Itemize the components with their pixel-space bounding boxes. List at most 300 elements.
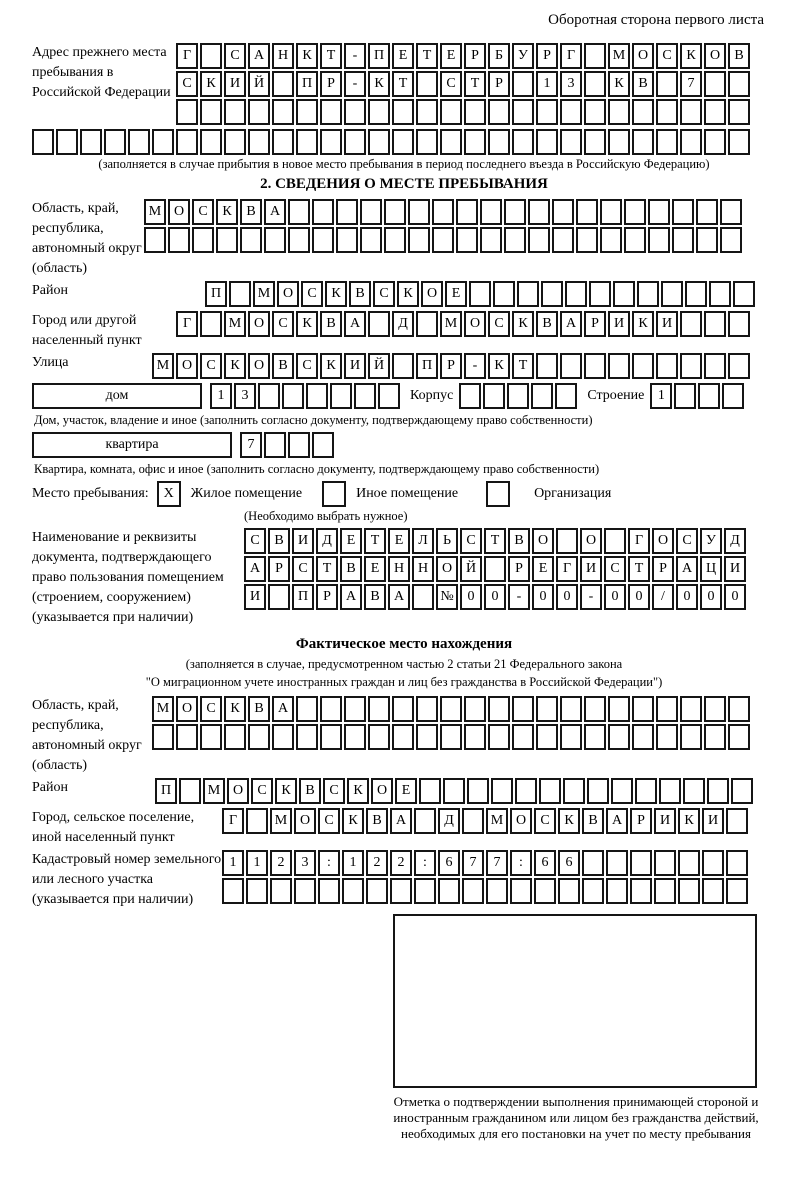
char-box[interactable] [512,99,534,125]
char-box[interactable]: О [248,311,270,337]
char-box[interactable] [704,71,726,97]
char-box[interactable] [589,281,611,307]
char-box[interactable]: К [368,71,390,97]
char-box[interactable] [584,353,606,379]
char-box[interactable] [728,724,750,750]
char-box[interactable] [272,71,294,97]
char-box[interactable]: О [227,778,249,804]
char-box[interactable]: Д [316,528,338,554]
char-box[interactable] [680,129,702,155]
char-box[interactable] [480,227,502,253]
char-box[interactable]: А [264,199,286,225]
char-box[interactable]: К [296,311,318,337]
char-box[interactable]: - [464,353,486,379]
char-box[interactable] [288,227,310,253]
char-box[interactable] [200,311,222,337]
char-box[interactable]: С [440,71,462,97]
char-box[interactable] [408,227,430,253]
char-box[interactable] [168,227,190,253]
char-box[interactable]: М [270,808,292,834]
char-box[interactable]: М [224,311,246,337]
char-box[interactable] [229,281,251,307]
char-box[interactable]: К [342,808,364,834]
char-box[interactable] [510,878,532,904]
char-box[interactable] [432,227,454,253]
char-box[interactable]: С [460,528,482,554]
char-box[interactable]: В [349,281,371,307]
char-box[interactable]: 0 [628,584,650,610]
char-box[interactable]: Г [176,311,198,337]
char-box[interactable]: 3 [294,850,316,876]
char-box[interactable]: А [340,584,362,610]
char-box[interactable] [654,850,676,876]
char-box[interactable]: А [390,808,412,834]
char-box[interactable]: О [704,43,726,69]
char-box[interactable] [672,199,694,225]
char-box[interactable] [318,878,340,904]
char-box[interactable] [176,129,198,155]
char-box[interactable] [246,808,268,834]
char-box[interactable]: С [200,353,222,379]
checkbox-other-premises[interactable] [322,481,346,507]
char-box[interactable] [698,383,720,409]
char-box[interactable] [440,99,462,125]
char-box[interactable]: Р [464,43,486,69]
char-box[interactable] [224,724,246,750]
char-box[interactable]: Б [488,43,510,69]
char-box[interactable]: К [320,353,342,379]
char-box[interactable] [541,281,563,307]
char-box[interactable]: 7 [680,71,702,97]
char-box[interactable]: С [373,281,395,307]
char-box[interactable]: Д [438,808,460,834]
char-box[interactable] [200,129,222,155]
char-box[interactable] [248,129,270,155]
char-box[interactable]: Г [560,43,582,69]
char-box[interactable] [584,99,606,125]
char-box[interactable]: О [168,199,190,225]
char-box[interactable]: О [371,778,393,804]
char-box[interactable] [464,724,486,750]
char-box[interactable]: А [344,311,366,337]
char-box[interactable] [552,227,574,253]
char-box[interactable] [469,281,491,307]
char-box[interactable] [654,878,676,904]
char-box[interactable]: С [296,353,318,379]
char-box[interactable] [462,878,484,904]
char-box[interactable] [630,878,652,904]
char-box[interactable] [224,129,246,155]
char-box[interactable]: Р [440,353,462,379]
char-box[interactable] [330,383,352,409]
char-box[interactable] [128,129,150,155]
char-box[interactable]: 0 [460,584,482,610]
char-box[interactable]: Р [320,71,342,97]
char-box[interactable]: 1 [536,71,558,97]
char-box[interactable]: Т [484,528,506,554]
char-box[interactable] [320,724,342,750]
char-box[interactable] [344,99,366,125]
char-box[interactable] [632,129,654,155]
char-box[interactable] [576,199,598,225]
char-box[interactable] [224,99,246,125]
char-box[interactable]: А [388,584,410,610]
char-box[interactable] [556,528,578,554]
char-box[interactable] [555,383,577,409]
char-box[interactable]: 2 [366,850,388,876]
char-box[interactable] [560,99,582,125]
char-box[interactable] [728,353,750,379]
char-box[interactable]: Т [416,43,438,69]
char-box[interactable] [200,724,222,750]
char-box[interactable]: С [176,71,198,97]
char-box[interactable] [320,129,342,155]
char-box[interactable] [416,99,438,125]
char-box[interactable] [584,71,606,97]
char-box[interactable]: К [608,71,630,97]
char-box[interactable]: В [536,311,558,337]
char-box[interactable]: М [144,199,166,225]
char-box[interactable] [80,129,102,155]
char-box[interactable]: В [632,71,654,97]
char-box[interactable]: В [272,353,294,379]
char-box[interactable]: К [397,281,419,307]
char-box[interactable] [704,129,726,155]
char-box[interactable] [683,778,705,804]
char-box[interactable] [416,311,438,337]
char-box[interactable]: О [277,281,299,307]
char-box[interactable] [707,778,729,804]
char-box[interactable]: Т [392,71,414,97]
char-box[interactable] [680,696,702,722]
char-box[interactable] [512,724,534,750]
char-box[interactable] [344,696,366,722]
char-box[interactable] [728,99,750,125]
char-box[interactable]: О [652,528,674,554]
char-box[interactable] [491,778,513,804]
char-box[interactable] [104,129,126,155]
char-box[interactable] [600,227,622,253]
char-box[interactable]: 1 [342,850,364,876]
char-box[interactable] [563,778,585,804]
char-box[interactable] [696,199,718,225]
char-box[interactable] [515,778,537,804]
char-box[interactable]: К [200,71,222,97]
char-box[interactable] [467,778,489,804]
char-box[interactable] [539,778,561,804]
char-box[interactable] [440,129,462,155]
char-box[interactable] [312,199,334,225]
char-box[interactable] [488,99,510,125]
char-box[interactable] [336,227,358,253]
char-box[interactable] [680,724,702,750]
char-box[interactable]: А [272,696,294,722]
char-box[interactable] [624,199,646,225]
char-box[interactable] [680,353,702,379]
char-box[interactable]: В [248,696,270,722]
char-box[interactable] [552,199,574,225]
char-box[interactable] [248,99,270,125]
char-box[interactable]: : [510,850,532,876]
char-box[interactable] [648,227,670,253]
char-box[interactable] [584,43,606,69]
char-box[interactable] [216,227,238,253]
checkbox-organization[interactable] [486,481,510,507]
char-box[interactable] [152,129,174,155]
char-box[interactable]: К [275,778,297,804]
char-box[interactable] [637,281,659,307]
char-box[interactable] [464,99,486,125]
char-box[interactable]: С [224,43,246,69]
char-box[interactable]: Г [556,556,578,582]
char-box[interactable]: Е [392,43,414,69]
char-box[interactable]: В [508,528,530,554]
char-box[interactable]: П [296,71,318,97]
char-box[interactable] [176,99,198,125]
char-box[interactable]: О [248,353,270,379]
char-box[interactable] [192,227,214,253]
char-box[interactable]: 6 [558,850,580,876]
char-box[interactable]: М [253,281,275,307]
char-box[interactable] [336,199,358,225]
char-box[interactable]: М [203,778,225,804]
char-box[interactable]: О [510,808,532,834]
char-box[interactable] [360,227,382,253]
char-box[interactable] [378,383,400,409]
char-box[interactable]: И [654,808,676,834]
char-box[interactable] [392,129,414,155]
char-box[interactable] [312,432,334,458]
char-box[interactable] [656,71,678,97]
char-box[interactable]: Т [464,71,486,97]
char-box[interactable]: 2 [390,850,412,876]
char-box[interactable]: П [205,281,227,307]
char-box[interactable] [630,850,652,876]
char-box[interactable]: Е [532,556,554,582]
char-box[interactable]: К [632,311,654,337]
char-box[interactable] [320,696,342,722]
char-box[interactable]: О [532,528,554,554]
char-box[interactable]: 1 [650,383,672,409]
char-box[interactable] [419,778,441,804]
char-box[interactable]: 6 [438,850,460,876]
char-box[interactable]: Т [320,43,342,69]
char-box[interactable]: Е [445,281,467,307]
char-box[interactable] [560,724,582,750]
char-box[interactable]: Д [724,528,746,554]
char-box[interactable]: И [244,584,266,610]
char-box[interactable] [344,724,366,750]
char-box[interactable] [726,878,748,904]
char-box[interactable] [536,724,558,750]
char-box[interactable]: О [632,43,654,69]
char-box[interactable]: Е [395,778,417,804]
char-box[interactable]: С [318,808,340,834]
char-box[interactable]: Ц [700,556,722,582]
char-box[interactable] [656,353,678,379]
char-box[interactable] [56,129,78,155]
char-box[interactable]: Р [488,71,510,97]
char-box[interactable]: 7 [240,432,262,458]
char-box[interactable] [608,696,630,722]
char-box[interactable]: Н [412,556,434,582]
char-box[interactable]: 0 [484,584,506,610]
char-box[interactable]: И [608,311,630,337]
char-box[interactable]: И [344,353,366,379]
char-box[interactable]: 1 [210,383,232,409]
char-box[interactable]: : [318,850,340,876]
char-box[interactable]: М [440,311,462,337]
char-box[interactable] [528,227,550,253]
char-box[interactable] [368,311,390,337]
char-box[interactable] [731,778,753,804]
char-box[interactable]: 0 [700,584,722,610]
char-box[interactable] [443,778,465,804]
char-box[interactable] [320,99,342,125]
char-box[interactable]: О [421,281,443,307]
char-box[interactable]: 7 [462,850,484,876]
char-box[interactable] [704,99,726,125]
char-box[interactable] [632,724,654,750]
char-box[interactable] [678,850,700,876]
char-box[interactable]: Т [512,353,534,379]
char-box[interactable]: А [606,808,628,834]
char-box[interactable] [512,696,534,722]
char-box[interactable]: - [344,71,366,97]
char-box[interactable] [484,556,506,582]
char-box[interactable] [656,696,678,722]
char-box[interactable]: С [301,281,323,307]
char-box[interactable] [728,71,750,97]
char-box[interactable] [584,129,606,155]
char-box[interactable]: П [292,584,314,610]
char-box[interactable] [680,311,702,337]
char-box[interactable] [722,383,744,409]
char-box[interactable]: М [152,353,174,379]
char-box[interactable]: Л [412,528,434,554]
char-box[interactable] [288,432,310,458]
char-box[interactable] [354,383,376,409]
char-box[interactable] [560,353,582,379]
char-box[interactable]: И [580,556,602,582]
char-box[interactable] [674,383,696,409]
char-box[interactable]: / [652,584,674,610]
char-box[interactable]: 0 [532,584,554,610]
char-box[interactable]: В [299,778,321,804]
char-box[interactable] [486,878,508,904]
checkbox-residential[interactable]: X [157,481,181,507]
char-box[interactable]: Р [508,556,530,582]
char-box[interactable] [560,696,582,722]
char-box[interactable] [462,808,484,834]
char-box[interactable]: С [272,311,294,337]
char-box[interactable] [416,696,438,722]
char-box[interactable]: П [416,353,438,379]
char-box[interactable] [536,129,558,155]
char-box[interactable] [366,878,388,904]
char-box[interactable]: 2 [270,850,292,876]
char-box[interactable] [608,99,630,125]
char-box[interactable]: 0 [676,584,698,610]
char-box[interactable] [507,383,529,409]
char-box[interactable] [611,778,633,804]
char-box[interactable] [222,878,244,904]
char-box[interactable] [648,199,670,225]
char-box[interactable]: А [560,311,582,337]
char-box[interactable] [656,99,678,125]
char-box[interactable]: Р [584,311,606,337]
char-box[interactable]: В [320,311,342,337]
char-box[interactable]: К [296,43,318,69]
char-box[interactable] [438,878,460,904]
char-box[interactable]: И [702,808,724,834]
char-box[interactable] [528,199,550,225]
char-box[interactable] [306,383,328,409]
char-box[interactable] [440,724,462,750]
char-box[interactable]: О [294,808,316,834]
char-box[interactable] [240,227,262,253]
char-box[interactable]: Е [340,528,362,554]
char-box[interactable]: К [512,311,534,337]
char-box[interactable]: 0 [556,584,578,610]
char-box[interactable] [368,724,390,750]
char-box[interactable]: Р [268,556,290,582]
char-box[interactable] [584,724,606,750]
char-box[interactable] [606,878,628,904]
char-box[interactable] [565,281,587,307]
char-box[interactable] [704,696,726,722]
char-box[interactable] [504,227,526,253]
char-box[interactable]: И [656,311,678,337]
char-box[interactable]: 1 [222,850,244,876]
char-box[interactable] [368,129,390,155]
char-box[interactable] [464,129,486,155]
char-box[interactable]: И [224,71,246,97]
char-box[interactable] [632,696,654,722]
char-box[interactable] [144,227,166,253]
char-box[interactable]: Г [222,808,244,834]
char-box[interactable] [728,696,750,722]
char-box[interactable] [456,227,478,253]
char-box[interactable] [483,383,505,409]
char-box[interactable] [360,199,382,225]
char-box[interactable]: С [244,528,266,554]
char-box[interactable]: К [558,808,580,834]
char-box[interactable] [258,383,280,409]
char-box[interactable] [392,696,414,722]
char-box[interactable] [720,227,742,253]
char-box[interactable] [408,199,430,225]
char-box[interactable] [368,696,390,722]
char-box[interactable] [536,696,558,722]
char-box[interactable]: 3 [234,383,256,409]
char-box[interactable] [464,696,486,722]
char-box[interactable] [632,99,654,125]
char-box[interactable] [459,383,481,409]
char-box[interactable] [368,99,390,125]
char-box[interactable] [709,281,731,307]
char-box[interactable]: 0 [724,584,746,610]
char-box[interactable] [600,199,622,225]
char-box[interactable] [179,778,201,804]
char-box[interactable] [296,129,318,155]
char-box[interactable]: С [488,311,510,337]
char-box[interactable]: С [323,778,345,804]
char-box[interactable]: А [244,556,266,582]
char-box[interactable] [608,353,630,379]
char-box[interactable] [390,878,412,904]
char-box[interactable] [726,808,748,834]
